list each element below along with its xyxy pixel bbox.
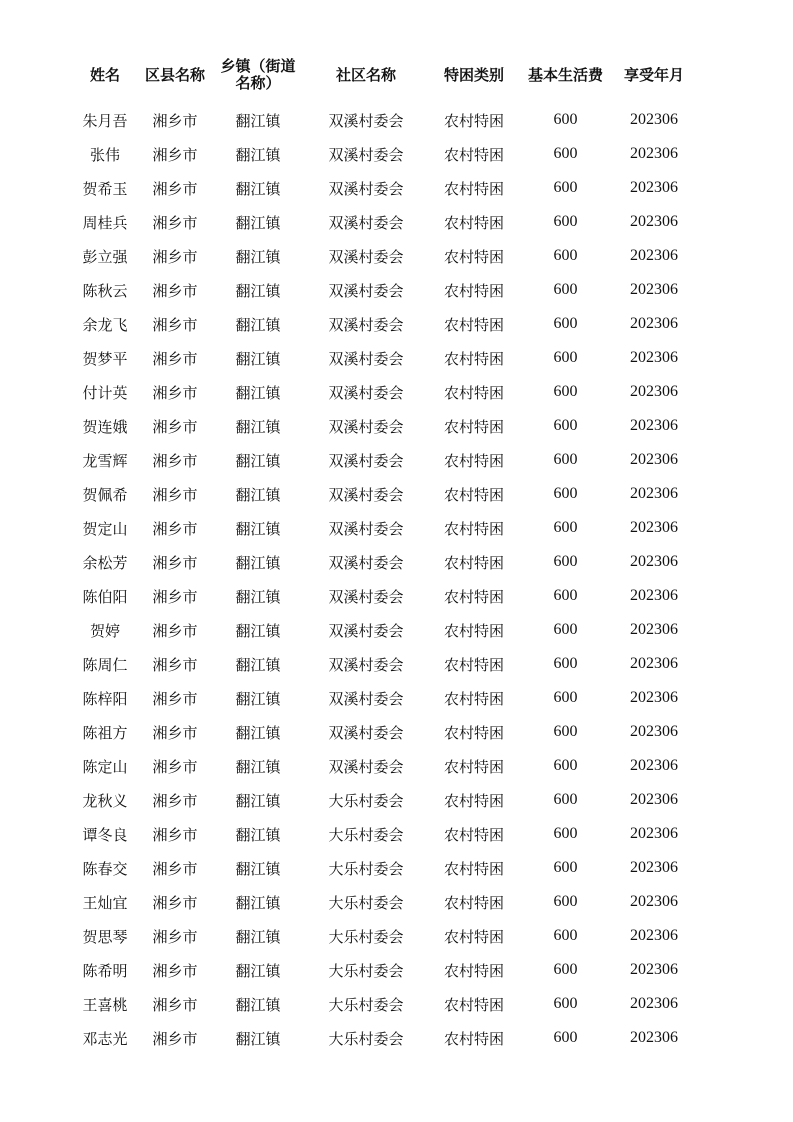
cell-category: 农村特困 [443,247,504,266]
cell-district: 湘乡市 [152,927,198,946]
cell-district: 湘乡市 [152,655,198,674]
cell-category: 农村特困 [443,111,504,130]
cell-allowance: 600 [553,213,578,230]
cell-name: 谭冬良 [82,825,128,844]
cell-district: 湘乡市 [152,825,198,844]
cell-allowance: 600 [553,111,578,128]
cell-town: 翻江镇 [235,451,281,470]
cell-town: 翻江镇 [235,791,281,810]
cell-category: 农村特困 [443,723,504,742]
cell-allowance: 600 [553,281,578,298]
cell-month: 202306 [630,723,678,740]
header-category: 特困类别 [443,66,504,84]
cell-community: 双溪村委会 [328,213,404,232]
cell-town: 翻江镇 [235,825,281,844]
cell-month: 202306 [630,281,678,298]
cell-community: 双溪村委会 [328,689,404,708]
cell-district: 湘乡市 [152,179,198,198]
cell-month: 202306 [630,1029,678,1046]
cell-allowance: 600 [553,689,578,706]
cell-allowance: 600 [553,349,578,366]
cell-month: 202306 [630,519,678,536]
cell-district: 湘乡市 [152,587,198,606]
cell-name: 王喜桃 [82,995,128,1014]
cell-town: 翻江镇 [235,655,281,674]
cell-month: 202306 [630,791,678,808]
cell-community: 双溪村委会 [328,281,404,300]
cell-name: 陈祖方 [82,723,128,742]
table-row [72,749,697,783]
cell-month: 202306 [630,111,678,128]
cell-allowance: 600 [553,247,578,264]
cell-name: 余松芳 [82,553,128,572]
cell-category: 农村特困 [443,791,504,810]
cell-allowance: 600 [553,893,578,910]
cell-district: 湘乡市 [152,247,198,266]
cell-name: 陈梓阳 [82,689,128,708]
cell-town: 翻江镇 [235,961,281,980]
cell-district: 湘乡市 [152,995,198,1014]
table-row [72,477,697,511]
cell-town: 翻江镇 [235,757,281,776]
cell-name: 龙秋义 [82,791,128,810]
cell-month: 202306 [630,315,678,332]
cell-community: 双溪村委会 [328,723,404,742]
table-row [72,715,697,749]
cell-allowance: 600 [553,1029,578,1046]
cell-town: 翻江镇 [235,587,281,606]
cell-category: 农村特困 [443,689,504,708]
cell-month: 202306 [630,451,678,468]
cell-allowance: 600 [553,553,578,570]
table-row [72,681,697,715]
cell-name: 陈春交 [82,859,128,878]
cell-name: 周桂兵 [82,213,128,232]
cell-town: 翻江镇 [235,621,281,640]
cell-category: 农村特困 [443,519,504,538]
cell-category: 农村特困 [443,213,504,232]
table-row [72,409,697,443]
cell-district: 湘乡市 [152,621,198,640]
table-row [72,817,697,851]
header-town-line2: 名称） [235,74,281,92]
cell-community: 双溪村委会 [328,621,404,640]
cell-community: 双溪村委会 [328,655,404,674]
cell-name: 陈周仁 [82,655,128,674]
table-row [72,307,697,341]
cell-community: 双溪村委会 [328,247,404,266]
cell-community: 双溪村委会 [328,145,404,164]
table-row [72,987,697,1021]
cell-name: 贺婷 [89,621,120,640]
cell-community: 大乐村委会 [328,927,404,946]
table-row [72,171,697,205]
table-row [72,885,697,919]
cell-month: 202306 [630,995,678,1012]
cell-town: 翻江镇 [235,247,281,266]
cell-community: 大乐村委会 [328,825,404,844]
cell-month: 202306 [630,893,678,910]
cell-district: 湘乡市 [152,383,198,402]
cell-district: 湘乡市 [152,451,198,470]
cell-category: 农村特困 [443,553,504,572]
header-month: 享受年月 [623,66,684,84]
table-row [72,953,697,987]
cell-allowance: 600 [553,519,578,536]
cell-town: 翻江镇 [235,1029,281,1048]
cell-name: 贺思琴 [82,927,128,946]
table-row [72,341,697,375]
table-row [72,273,697,307]
cell-category: 农村特困 [443,825,504,844]
table-body [72,103,697,1055]
cell-category: 农村特困 [443,587,504,606]
cell-community: 双溪村委会 [328,179,404,198]
cell-allowance: 600 [553,145,578,162]
cell-town: 翻江镇 [235,383,281,402]
cell-town: 翻江镇 [235,927,281,946]
cell-town: 翻江镇 [235,315,281,334]
table-row [72,613,697,647]
table-row [72,511,697,545]
table-row [72,103,697,137]
table-row [72,851,697,885]
header-community: 社区名称 [335,66,396,84]
cell-allowance: 600 [553,417,578,434]
cell-name: 陈希明 [82,961,128,980]
cell-district: 湘乡市 [152,281,198,300]
cell-district: 湘乡市 [152,519,198,538]
cell-category: 农村特困 [443,145,504,164]
cell-month: 202306 [630,247,678,264]
cell-name: 贺佩希 [82,485,128,504]
table-row [72,205,697,239]
cell-month: 202306 [630,689,678,706]
cell-name: 张伟 [89,145,120,164]
cell-category: 农村特困 [443,179,504,198]
table-row [72,375,697,409]
table-row [72,545,697,579]
cell-name: 彭立强 [82,247,128,266]
cell-community: 大乐村委会 [328,961,404,980]
cell-community: 双溪村委会 [328,587,404,606]
cell-category: 农村特困 [443,995,504,1014]
table-row [72,647,697,681]
cell-category: 农村特困 [443,451,504,470]
cell-allowance: 600 [553,961,578,978]
cell-category: 农村特困 [443,281,504,300]
cell-allowance: 600 [553,859,578,876]
cell-allowance: 600 [553,723,578,740]
cell-community: 双溪村委会 [328,519,404,538]
cell-town: 翻江镇 [235,995,281,1014]
table-row [72,1021,697,1055]
cell-community: 双溪村委会 [328,111,404,130]
table-row [72,239,697,273]
cell-month: 202306 [630,961,678,978]
cell-town: 翻江镇 [235,893,281,912]
cell-month: 202306 [630,145,678,162]
cell-allowance: 600 [553,485,578,502]
cell-district: 湘乡市 [152,757,198,776]
table-row [72,137,697,171]
cell-name: 付计英 [82,383,128,402]
cell-town: 翻江镇 [235,723,281,742]
cell-district: 湘乡市 [152,723,198,742]
cell-name: 贺希玉 [82,179,128,198]
header-town-line1: 乡镇（街道 [220,58,296,75]
cell-category: 农村特困 [443,927,504,946]
cell-allowance: 600 [553,791,578,808]
cell-district: 湘乡市 [152,145,198,164]
cell-district: 湘乡市 [152,553,198,572]
cell-month: 202306 [630,859,678,876]
cell-community: 双溪村委会 [328,553,404,572]
cell-town: 翻江镇 [235,349,281,368]
cell-month: 202306 [630,621,678,638]
cell-town: 翻江镇 [235,859,281,878]
cell-name: 邓志光 [82,1029,128,1048]
table-row [72,579,697,613]
cell-community: 双溪村委会 [328,349,404,368]
cell-month: 202306 [630,179,678,196]
cell-community: 双溪村委会 [328,417,404,436]
cell-town: 翻江镇 [235,417,281,436]
cell-community: 大乐村委会 [328,859,404,878]
header-name: 姓名 [89,66,120,84]
cell-district: 湘乡市 [152,689,198,708]
cell-community: 大乐村委会 [328,1029,404,1048]
cell-name: 陈秋云 [82,281,128,300]
cell-community: 大乐村委会 [328,791,404,810]
cell-category: 农村特困 [443,621,504,640]
cell-category: 农村特困 [443,893,504,912]
cell-district: 湘乡市 [152,315,198,334]
cell-district: 湘乡市 [152,349,198,368]
cell-name: 王灿宜 [82,893,128,912]
cell-town: 翻江镇 [235,213,281,232]
cell-name: 余龙飞 [82,315,128,334]
cell-district: 湘乡市 [152,791,198,810]
table-row [72,783,697,817]
cell-community: 双溪村委会 [328,383,404,402]
cell-town: 翻江镇 [235,519,281,538]
cell-allowance: 600 [553,179,578,196]
cell-allowance: 600 [553,825,578,842]
table-header [72,52,697,98]
cell-community: 大乐村委会 [328,893,404,912]
table-row [72,919,697,953]
cell-district: 湘乡市 [152,213,198,232]
cell-district: 湘乡市 [152,893,198,912]
cell-month: 202306 [630,485,678,502]
cell-allowance: 600 [553,655,578,672]
cell-district: 湘乡市 [152,417,198,436]
header-town [212,58,304,92]
cell-district: 湘乡市 [152,111,198,130]
cell-category: 农村特困 [443,757,504,776]
table-row [72,443,697,477]
cell-district: 湘乡市 [152,961,198,980]
cell-name: 贺定山 [82,519,128,538]
cell-name: 陈定山 [82,757,128,776]
cell-month: 202306 [630,553,678,570]
cell-community: 双溪村委会 [328,451,404,470]
cell-allowance: 600 [553,995,578,1012]
cell-month: 202306 [630,349,678,366]
cell-category: 农村特困 [443,961,504,980]
relief-table [72,52,697,1055]
cell-community: 双溪村委会 [328,485,404,504]
cell-category: 农村特困 [443,315,504,334]
cell-category: 农村特困 [443,383,504,402]
cell-name: 龙雪辉 [82,451,128,470]
cell-category: 农村特困 [443,1029,504,1048]
cell-town: 翻江镇 [235,145,281,164]
cell-month: 202306 [630,213,678,230]
cell-category: 农村特困 [443,417,504,436]
cell-district: 湘乡市 [152,859,198,878]
cell-allowance: 600 [553,451,578,468]
cell-allowance: 600 [553,383,578,400]
cell-town: 翻江镇 [235,111,281,130]
cell-town: 翻江镇 [235,179,281,198]
cell-community: 双溪村委会 [328,757,404,776]
cell-category: 农村特困 [443,655,504,674]
cell-district: 湘乡市 [152,1029,198,1048]
cell-name: 贺梦平 [82,349,128,368]
cell-town: 翻江镇 [235,485,281,504]
cell-name: 朱月吾 [82,111,128,130]
cell-district: 湘乡市 [152,485,198,504]
cell-month: 202306 [630,587,678,604]
cell-community: 双溪村委会 [328,315,404,334]
cell-month: 202306 [630,927,678,944]
cell-town: 翻江镇 [235,281,281,300]
header-allowance: 基本生活费 [527,66,603,84]
cell-allowance: 600 [553,621,578,638]
header-district: 区县名称 [144,66,205,84]
cell-category: 农村特困 [443,485,504,504]
cell-name: 陈伯阳 [82,587,128,606]
cell-name: 贺连娥 [82,417,128,436]
cell-month: 202306 [630,383,678,400]
cell-town: 翻江镇 [235,553,281,572]
cell-allowance: 600 [553,315,578,332]
cell-allowance: 600 [553,587,578,604]
cell-month: 202306 [630,655,678,672]
cell-allowance: 600 [553,757,578,774]
cell-town: 翻江镇 [235,689,281,708]
cell-category: 农村特困 [443,349,504,368]
cell-allowance: 600 [553,927,578,944]
cell-month: 202306 [630,825,678,842]
cell-community: 大乐村委会 [328,995,404,1014]
cell-month: 202306 [630,417,678,434]
cell-category: 农村特困 [443,859,504,878]
cell-month: 202306 [630,757,678,774]
